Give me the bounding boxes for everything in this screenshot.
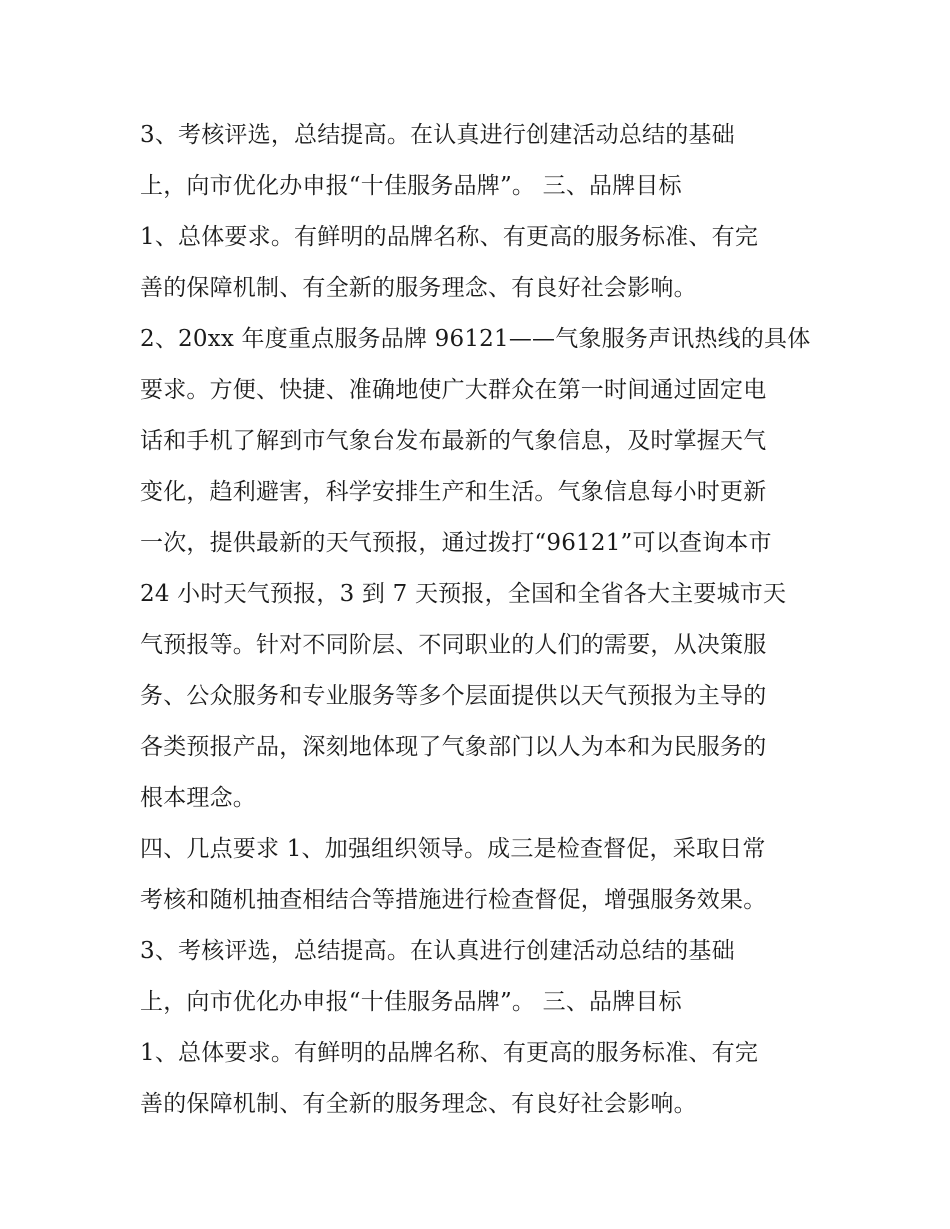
text-line: 1、总体要求。有鲜明的品牌名称、有更高的服务标准、有完 (140, 1040, 759, 1066)
text-line: 气预报等。针对不同阶层、不同职业的人们的需要，从决策服 (140, 632, 767, 658)
text-line: 善的保障机制、有全新的服务理念、有良好社会影响。 (140, 275, 697, 301)
text-line: 四、几点要求 1、加强组织领导。成三是检查督促，采取日常 (140, 836, 766, 862)
text-line: 根本理念。 (140, 785, 256, 811)
text-line: 上，向市优化办申报“十佳服务品牌”。 三、品牌目标 (140, 173, 682, 199)
text-line: 上，向市优化办申报“十佳服务品牌”。 三、品牌目标 (140, 989, 682, 1015)
text-line: 1、总体要求。有鲜明的品牌名称、有更高的服务标准、有完 (140, 224, 759, 250)
text-line: 变化，趋利避害，科学安排生产和生活。气象信息每小时更新 (140, 479, 767, 505)
text-line: 话和手机了解到市气象台发布最新的气象信息，及时掌握天气 (140, 428, 767, 454)
text-line: 善的保障机制、有全新的服务理念、有良好社会影响。 (140, 1091, 697, 1117)
text-line: 各类预报产品，深刻地体现了气象部门以人为本和为民服务的 (140, 734, 767, 760)
text-line: 3、考核评选，总结提高。在认真进行创建活动总结的基础 (140, 938, 735, 964)
text-line: 要求。方便、快捷、准确地使广大群众在第一时间通过固定电 (140, 377, 767, 403)
text-line: 考核和随机抽查相结合等措施进行检查督促，增强服务效果。 (140, 887, 767, 913)
document-body (140, 110, 830, 1130)
text-line: 一次，提供最新的天气预报，通过拨打“96121”可以查询本市 (140, 530, 772, 556)
text-line: 24 小时天气预报，3 到 7 天预报，全国和全省各大主要城市天 (140, 581, 787, 607)
text-line: 务、公众服务和专业服务等多个层面提供以天气预报为主导的 (140, 683, 767, 709)
text-line: 3、考核评选，总结提高。在认真进行创建活动总结的基础 (140, 122, 735, 148)
text-line: 2、20xx 年度重点服务品牌 96121——气象服务声讯热线的具体 (140, 326, 811, 352)
